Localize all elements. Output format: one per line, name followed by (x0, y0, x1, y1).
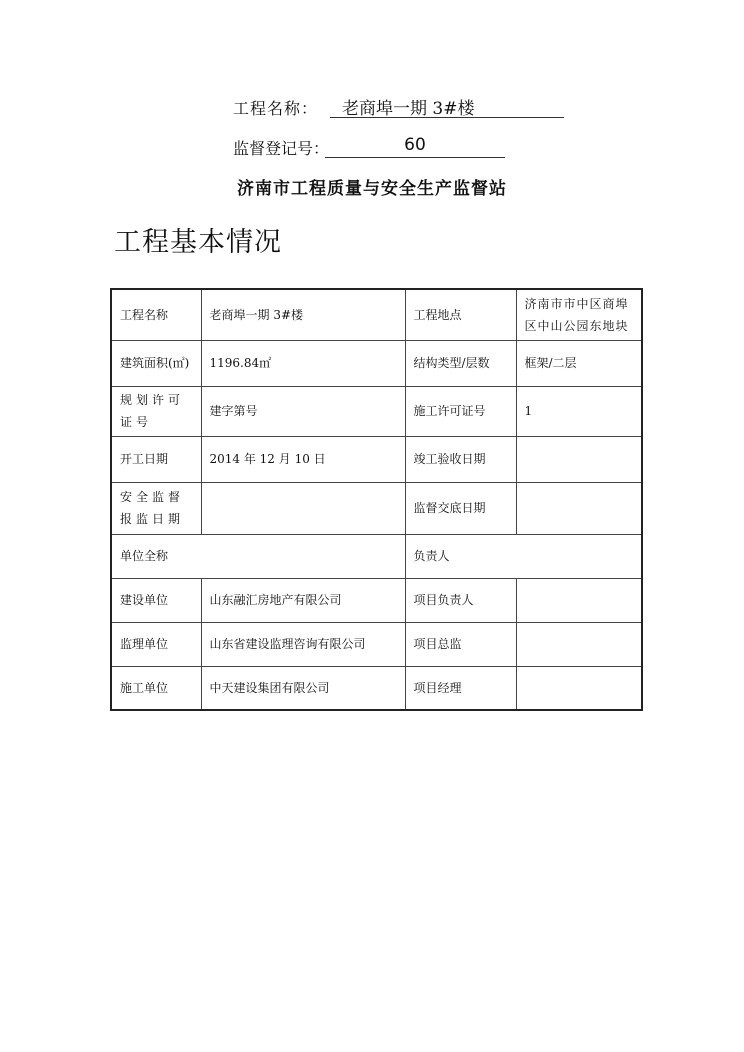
table-cell: 工程地点 (405, 289, 516, 340)
registration-value: 60 (325, 135, 505, 158)
table-cell: 结构类型/层数 (405, 340, 516, 386)
station-name: 济南市工程质量与安全生产监督站 (237, 179, 507, 199)
section-title: 工程基本情况 (114, 227, 282, 258)
table-row (111, 340, 642, 386)
table-cell: 山东融汇房地产有限公司 (201, 578, 405, 622)
table-row (111, 436, 642, 482)
table-cell (516, 436, 642, 482)
project-name-value: 老商埠一期 3#楼 (330, 94, 564, 118)
table-cell: 监督交底日期 (405, 482, 516, 534)
registration-label: 监督登记号： (233, 139, 330, 158)
table-cell: 项目总监 (405, 622, 516, 666)
project-info-table (110, 288, 643, 711)
table-cell: 项目经理 (405, 666, 516, 710)
table-cell: 济南市市中区商埠区中山公园东地块 (516, 289, 642, 340)
table-cell: 工程名称 (111, 289, 201, 340)
table-cell: 框架/二层 (516, 340, 642, 386)
table-row (111, 534, 642, 578)
table-cell: 中天建设集团有限公司 (201, 666, 405, 710)
table-cell: 2014 年 12 月 10 日 (201, 436, 405, 482)
table-row (111, 578, 642, 622)
project-name-label: 工程名称： (233, 99, 319, 118)
table-cell: 安全监督报监日期 (111, 482, 201, 534)
table-cell: 单位全称 (111, 534, 405, 578)
table-cell (516, 666, 642, 710)
table-cell: 建筑面积(㎡) (111, 340, 201, 386)
table-cell: 监理单位 (111, 622, 201, 666)
table-cell: 1196.84㎡ (201, 340, 405, 386)
table-cell: 开工日期 (111, 436, 201, 482)
table-row (111, 666, 642, 710)
table-row (111, 386, 642, 436)
table-row (111, 622, 642, 666)
table-cell: 竣工验收日期 (405, 436, 516, 482)
table-cell (516, 482, 642, 534)
table-cell: 规划许可证号 (111, 386, 201, 436)
table-cell: 建设单位 (111, 578, 201, 622)
table-cell (201, 482, 405, 534)
table-cell: 负责人 (405, 534, 642, 578)
table-cell: 施工许可证号 (405, 386, 516, 436)
table-row (111, 289, 642, 340)
table-cell: 项目负责人 (405, 578, 516, 622)
table-row (111, 482, 642, 534)
table-cell: 建字第号 (201, 386, 405, 436)
table-cell: 1 (516, 386, 642, 436)
table-cell (516, 622, 642, 666)
table-cell: 老商埠一期 3#楼 (201, 289, 405, 340)
table-cell: 山东省建设监理咨询有限公司 (201, 622, 405, 666)
table-cell (516, 578, 642, 622)
table-cell: 施工单位 (111, 666, 201, 710)
